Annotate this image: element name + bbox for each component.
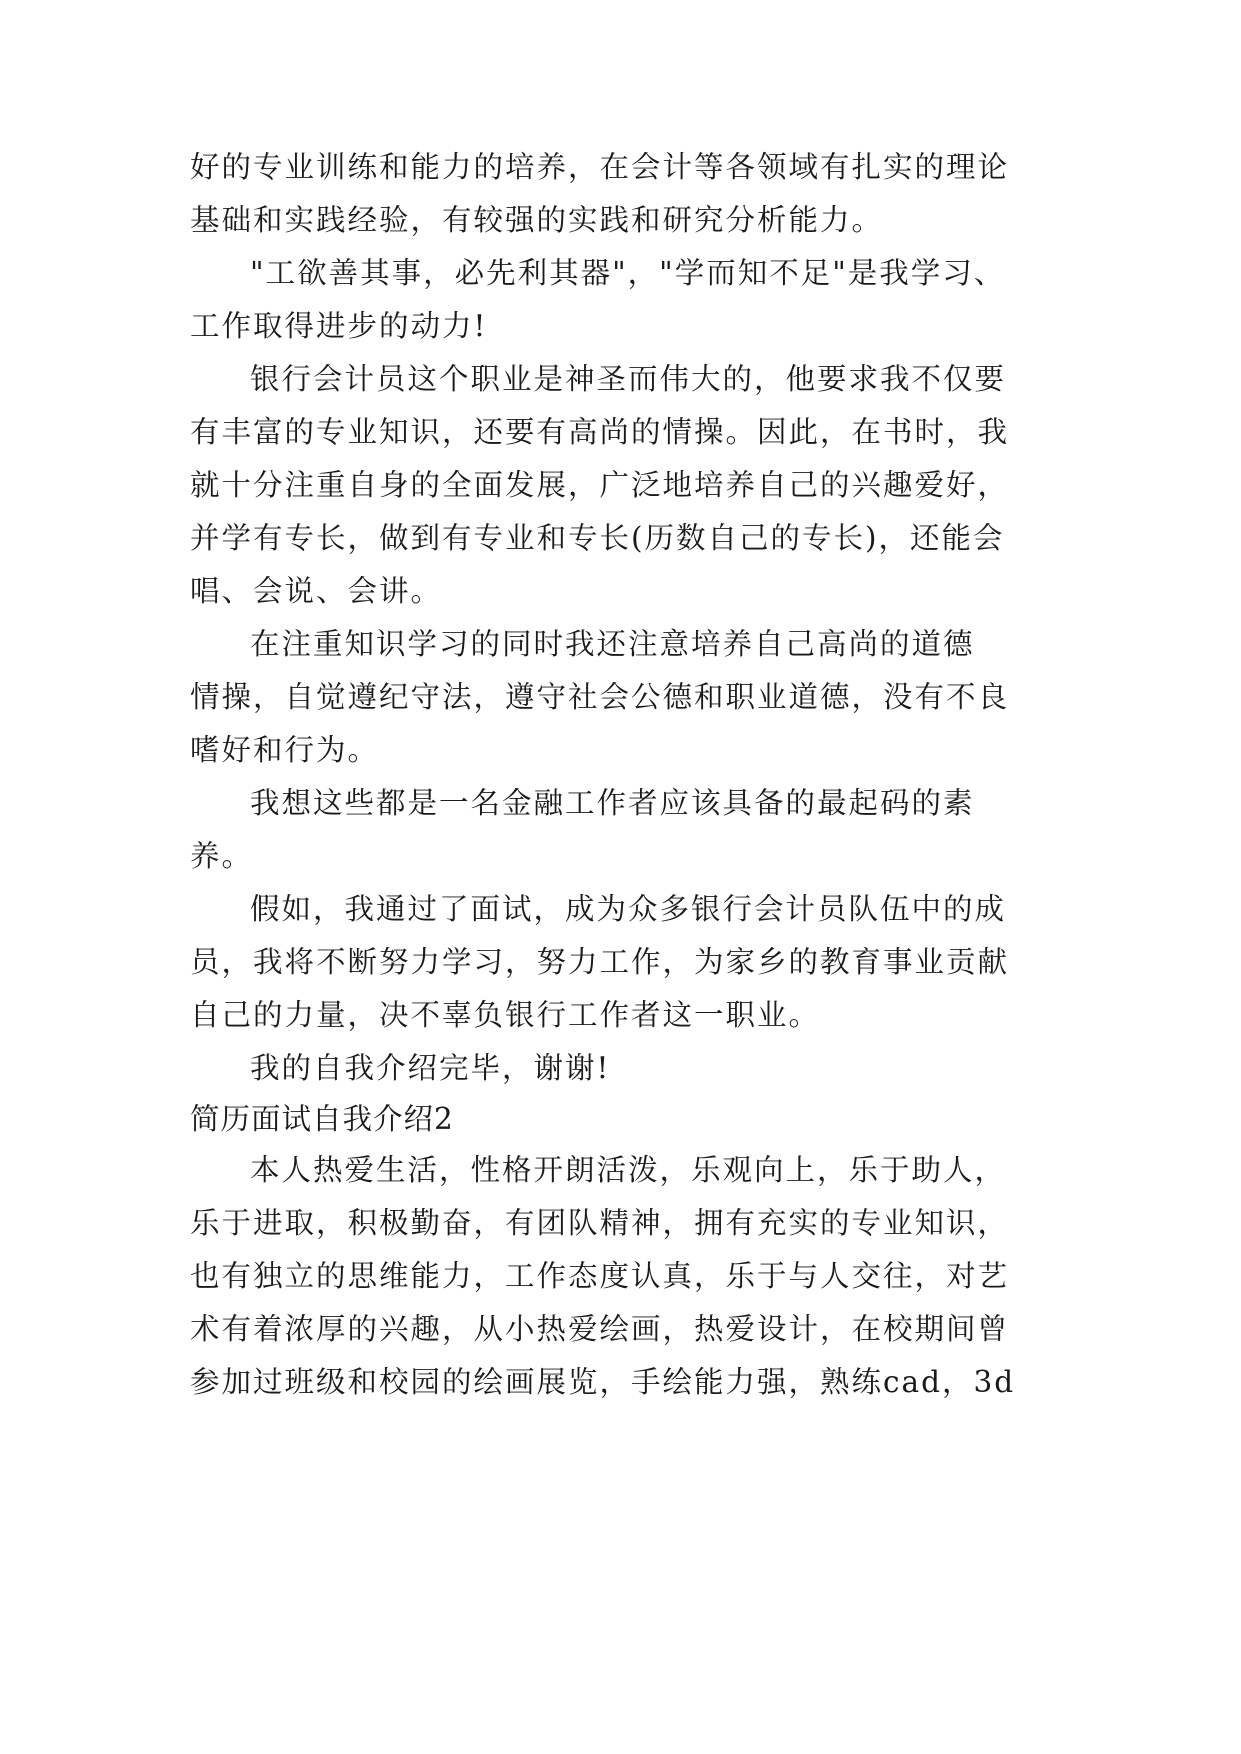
text-line: 参加过班级和校园的绘画展览，手绘能力强，熟练cad，3d — [190, 1365, 1016, 1399]
text-line: 嗜好和行为。 — [190, 733, 380, 767]
paragraph-start-line: 我的自我介绍完毕，谢谢! — [250, 1051, 611, 1085]
paragraph-start-line: 假如，我通过了面试，成为众多银行会计员队伍中的成 — [250, 892, 1007, 926]
text-line: 唱、会说、会讲。 — [190, 574, 443, 608]
text-line: 工作取得进步的动力! — [190, 309, 488, 343]
text-line: 乐于进取，积极勤奋，有团队精神，拥有充实的专业知识， — [190, 1206, 1010, 1240]
text-line: 情操，自觉遵纪守法，遵守社会公德和职业道德，没有不良 — [190, 680, 1010, 714]
text-line: 好的专业训练和能力的培养，在会计等各领域有扎实的理论 — [190, 150, 1010, 184]
section-heading: 简历面试自我介绍2 — [190, 1102, 454, 1136]
text-line: 也有独立的思维能力，工作态度认真，乐于与人交往，对艺 — [190, 1259, 1010, 1293]
text-line: 术有着浓厚的兴趣，从小热爱绘画，热爱设计，在校期间曾 — [190, 1312, 1010, 1346]
paragraph-start-line: 银行会计员这个职业是神圣而伟大的，他要求我不仅要 — [250, 362, 1007, 396]
text-line: 自己的力量，决不辜负银行工作者这一职业。 — [190, 998, 821, 1032]
paragraph-start-line: 在注重知识学习的同时我还注意培养自己高尚的道德 — [250, 627, 975, 661]
text-line: 并学有专长，做到有专业和专长(历数自己的专长)，还能会 — [190, 521, 1005, 555]
text-line: 养。 — [190, 839, 254, 873]
text-line: 基础和实践经验，有较强的实践和研究分析能力。 — [190, 203, 884, 237]
paragraph-start-line: 我想这些都是一名金融工作者应该具备的最起码的素 — [250, 786, 975, 820]
text-line: 就十分注重自身的全面发展，广泛地培养自己的兴趣爱好， — [190, 468, 1010, 502]
text-line: 员，我将不断努力学习，努力工作，为家乡的教育事业贡献 — [190, 945, 1010, 979]
paragraph-start-line: "工欲善其事，必先利其器"，"学而知不足"是我学习、 — [250, 256, 1006, 290]
text-line: 有丰富的专业知识，还要有高尚的情操。因此，在书时，我 — [190, 415, 1010, 449]
paragraph-start-line: 本人热爱生活，性格开朗活泼，乐观向上，乐于助人， — [250, 1153, 1007, 1187]
